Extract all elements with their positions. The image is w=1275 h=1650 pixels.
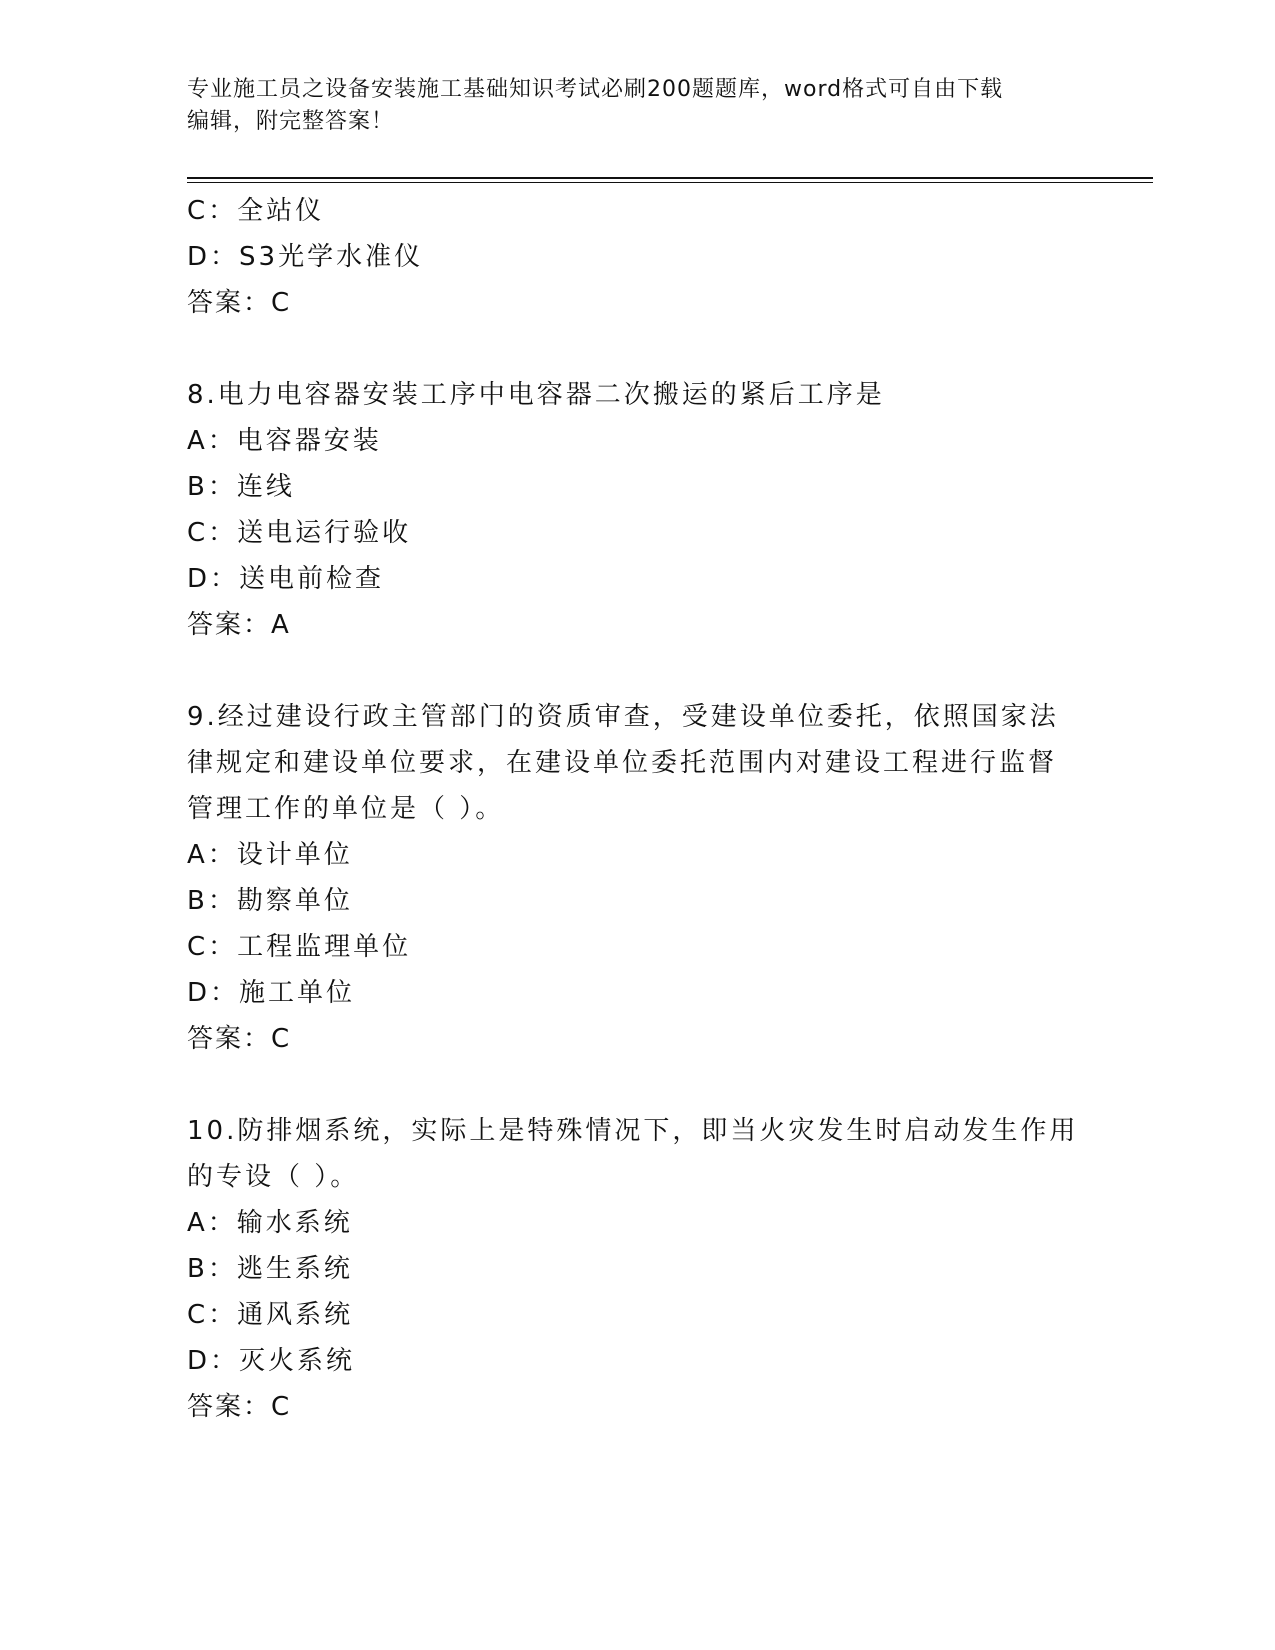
question-10 <box>187 1108 1087 1430</box>
option-d: D：送电前检查 <box>187 564 385 594</box>
answer-line: 答案：C <box>187 288 292 318</box>
option-d: D：S3光学水准仪 <box>187 242 424 272</box>
option-c: C：通风系统 <box>187 1300 354 1330</box>
question-8 <box>187 372 1087 648</box>
option-a: A：输水系统 <box>187 1208 353 1238</box>
question-fragment <box>187 188 1087 326</box>
option-d: D：灭火系统 <box>187 1346 356 1376</box>
header-divider <box>187 177 1153 179</box>
answer-line: 答案：C <box>187 1392 292 1422</box>
question-text: 律规定和建设单位要求，在建设单位委托范围内对建设工程进行监督 <box>187 748 1058 778</box>
question-text: 8.电力电容器安装工序中电容器二次搬运的紧后工序是 <box>187 380 885 410</box>
option-a: A：电容器安装 <box>187 426 382 456</box>
question-text: 的专设（ ）。 <box>187 1162 360 1192</box>
answer-line: 答案：A <box>187 610 291 640</box>
option-c: C：送电运行验收 <box>187 518 412 548</box>
spacer <box>187 1062 1087 1108</box>
question-text: 10.防排烟系统，实际上是特殊情况下，即当火灾发生时启动发生作用 <box>187 1116 1079 1146</box>
option-b: B：逃生系统 <box>187 1254 353 1284</box>
header-divider-thin <box>187 182 1153 183</box>
question-list <box>187 188 1087 1430</box>
spacer <box>187 648 1087 694</box>
header-line: 专业施工员之设备安装施工基础知识考试必刷200题题库，word格式可自由下载 <box>187 77 1004 102</box>
answer-line: 答案：C <box>187 1024 292 1054</box>
option-b: B：勘察单位 <box>187 886 353 916</box>
option-a: A：设计单位 <box>187 840 353 870</box>
spacer <box>187 326 1087 372</box>
question-9 <box>187 694 1087 1062</box>
header-line: 编辑，附完整答案！ <box>187 109 395 134</box>
question-text: 9.经过建设行政主管部门的资质审查，受建设单位委托，依照国家法 <box>187 702 1059 732</box>
option-d: D：施工单位 <box>187 978 356 1008</box>
question-text: 管理工作的单位是（ ）。 <box>187 794 505 824</box>
document-header <box>187 74 1067 138</box>
option-b: B：连线 <box>187 472 295 502</box>
option-c: C：工程监理单位 <box>187 932 412 962</box>
option-c: C：全站仪 <box>187 196 325 226</box>
